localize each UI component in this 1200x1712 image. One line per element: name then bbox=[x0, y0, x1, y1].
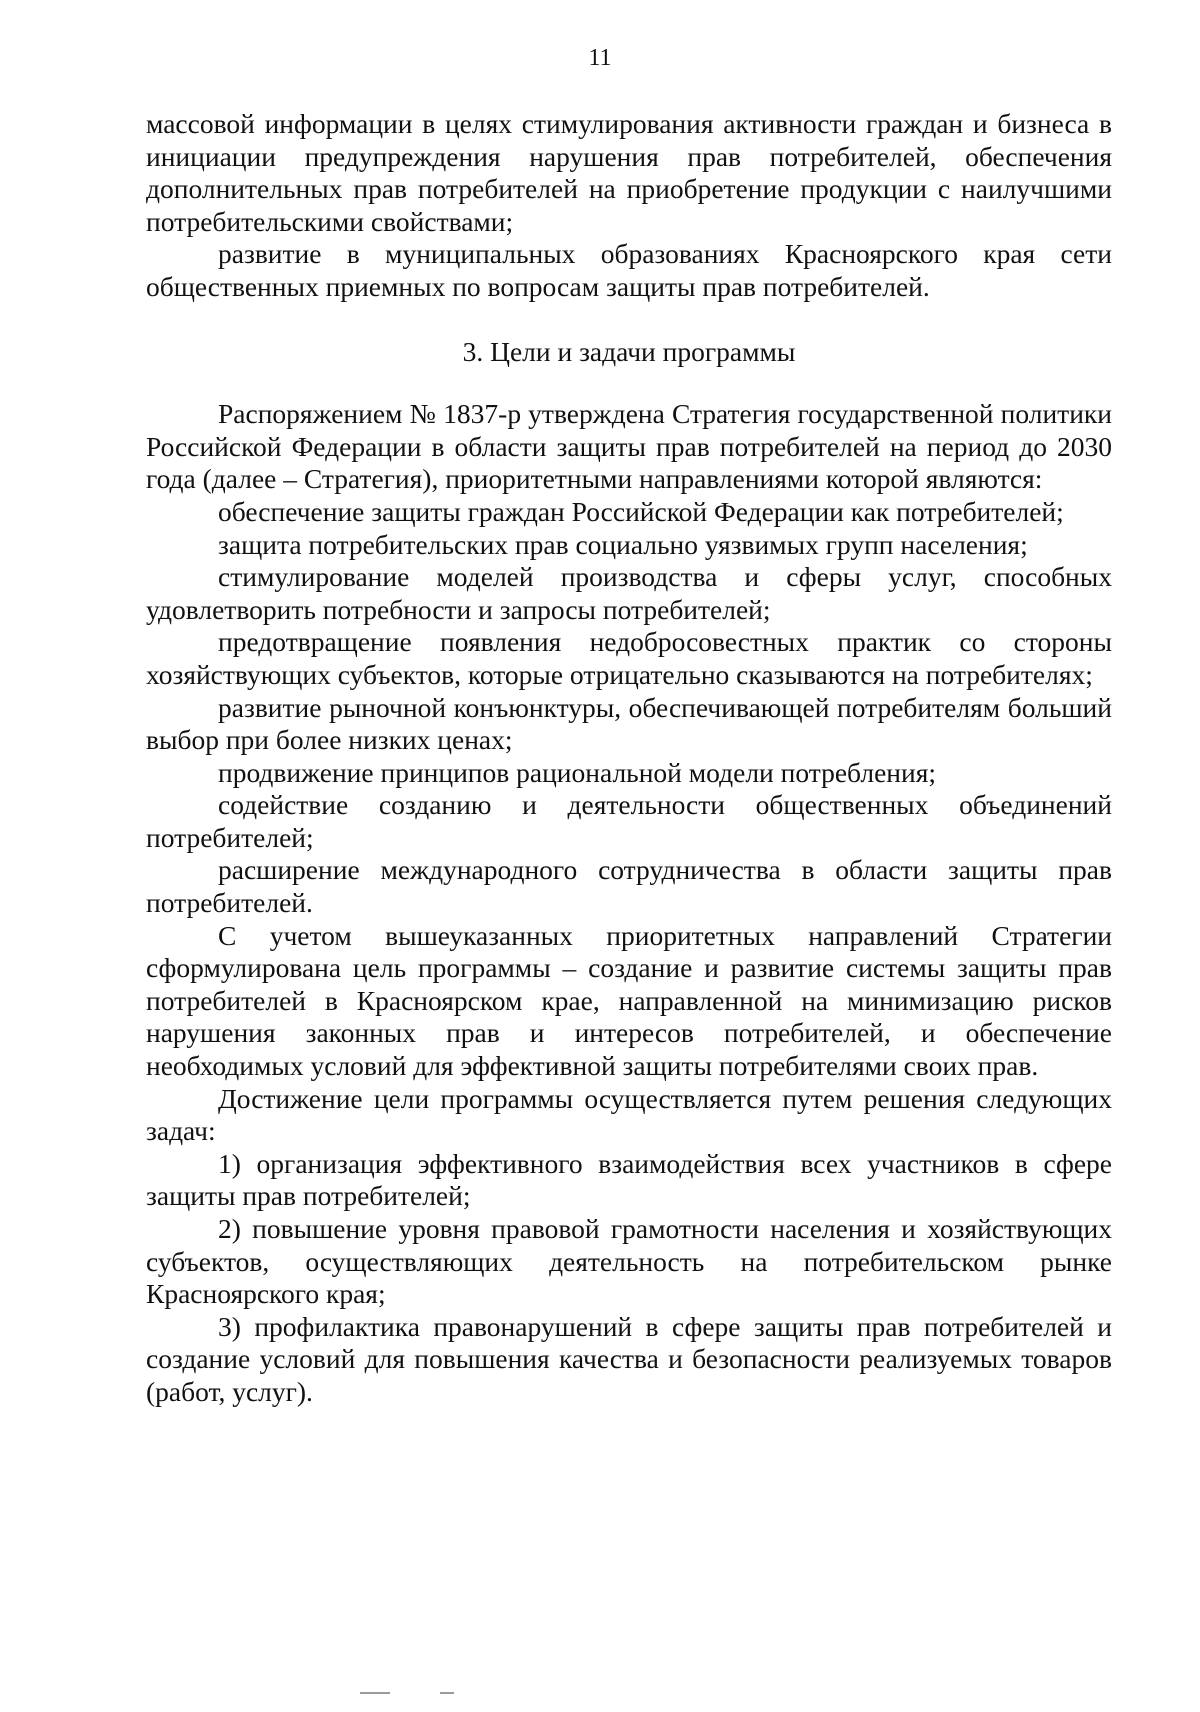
list-item-priority: стимулирование моделей производства и сферы услуг, способных удовлетворить потребности и запросы потребителей; bbox=[146, 561, 1112, 625]
page-number: 11 bbox=[588, 45, 612, 71]
spacer bbox=[146, 368, 1112, 398]
list-item-task: 3) профилактика правонарушений в сфере защиты прав потребителей и создание условий для повышения качества и безопасности реализуемых товаров (работ, услуг). bbox=[146, 1310, 1112, 1407]
list-item-priority: продвижение принципов рациональной модели потребления; bbox=[218, 756, 937, 788]
list-item-priority: развитие рыночной конъюнктуры, обеспечивающей потребителям больший выбор при более низких ценах; bbox=[146, 691, 1112, 756]
list-item-priority: предотвращение появления недобросовестных практик со стороны хозяйствующих субъектов, которые отрицательно сказываются на потребителях; bbox=[146, 626, 1112, 690]
paragraph-tasks-intro: Достижение цели программы осуществляется путем решения следующих задач: bbox=[146, 1082, 1112, 1147]
list-item-priority: защита потребительских прав социально уязвимых групп населения; bbox=[218, 528, 1028, 560]
scan-artifact bbox=[360, 1692, 390, 1694]
spacer bbox=[146, 304, 1112, 336]
list-item-task: 2) повышение уровня правовой грамотности населения и хозяйствующих субъектов, осуществляющих деятельность на потребительском рынке Красноярского края; bbox=[146, 1213, 1112, 1310]
paragraph: развитие в муниципальных образованиях Красноярского края сети общественных приемных по вопросам защиты прав потребителей. bbox=[146, 238, 1112, 302]
document-body bbox=[146, 108, 1112, 1409]
list-item-priority: содействие созданию и деятельности общественных объединений потребителей; bbox=[146, 789, 1112, 853]
list-item-priority: обеспечение защиты граждан Российской Федерации как потребителей; bbox=[218, 495, 1064, 527]
list-item-priority: расширение международного сотрудничества в области защиты прав потребителей. bbox=[146, 854, 1112, 919]
paragraph-strategy-intro: Распоряжением № 1837-р утверждена Стратегия государственной политики Российской Федерации в области защиты прав потребителей на период до 2030 года (далее – Стратегия), приоритетными направлениями которой являются: bbox=[146, 398, 1112, 495]
scan-artifact bbox=[440, 1692, 454, 1694]
paragraph-continuation: массовой информации в целях стимулирования активности граждан и бизнеса в инициации предупреждения нарушения прав потребителей, обеспечения дополнительных прав потребителей на приобретение продукции с наилучшими потребительскими свойствами; bbox=[146, 108, 1112, 237]
paragraph-program-goal: С учетом вышеуказанных приоритетных направлений Стратегии сформулирована цель программы – создание и развитие системы защиты прав потребителей в Красноярском крае, направленной на минимизацию рисков нарушения законных прав и интересов потребителей, и обеспечение необходимых условий для эффективной защиты потребителями своих прав. bbox=[146, 919, 1112, 1082]
section-heading: 3. Цели и задачи программы bbox=[462, 335, 796, 367]
list-item-task: 1) организация эффективного взаимодействия всех участников в сфере защиты прав потребителей; bbox=[146, 1147, 1112, 1212]
